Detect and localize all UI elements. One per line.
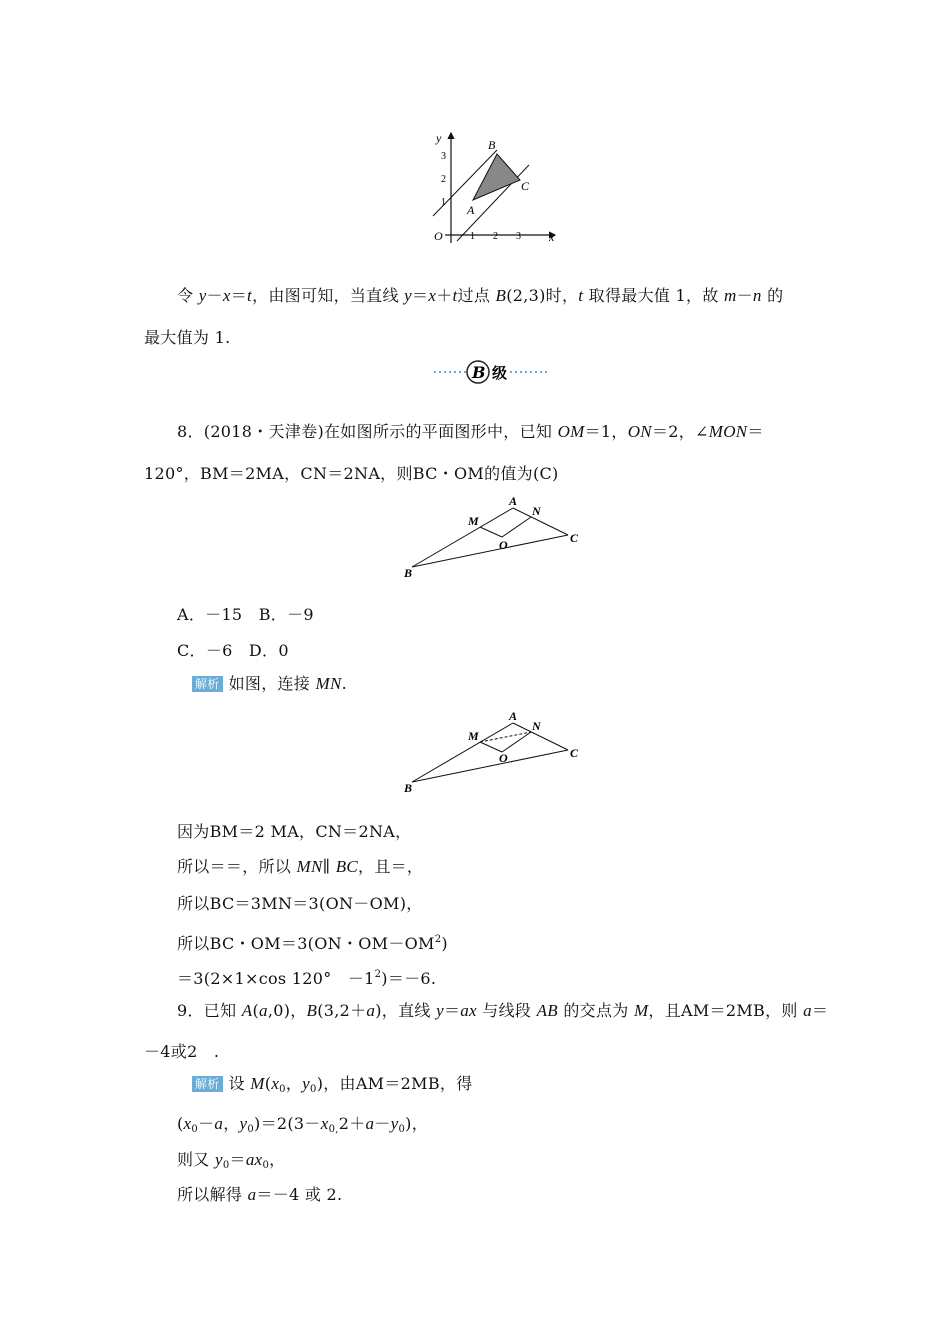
y-tick-2: 2 xyxy=(441,174,446,185)
q9-solution-3: 则又 $y_0=ax_0$， xyxy=(177,1150,286,1171)
q9-solution-4: 所以解得 a＝－4 或 2. xyxy=(177,1185,343,1204)
fig2-label-N: N xyxy=(532,504,541,518)
fig2-label-M: M xyxy=(468,514,479,528)
fig2-label-C: C xyxy=(570,531,579,545)
q9-solution-1: 解析 设 $M(x_0$，$y_0$)，由AM＝2MB，得 xyxy=(192,1074,473,1100)
level-letter: B xyxy=(472,363,486,382)
q8-line2: 120°，BM＝2MA，CN＝2NA，则BC・OM的值为(C) xyxy=(144,464,559,483)
fig3-label-A: A xyxy=(509,710,518,723)
fig2-label-O: O xyxy=(499,538,508,552)
point-A-label: A xyxy=(467,203,475,217)
p1-line2: 最大值为 1. xyxy=(144,328,231,347)
x-axis-label: x xyxy=(549,230,555,244)
parallelogram-figure-dashed xyxy=(400,710,590,795)
fig3-label-B: B xyxy=(404,781,413,795)
level-label: 级 xyxy=(492,364,508,382)
y-tick-1: 1 xyxy=(441,197,446,208)
solution-badge: 解析 xyxy=(192,1076,223,1092)
p1-line1: 令 y－x＝t，由图可知，当直线 y＝x＋t过点 B(2,3)时，t 取得最大值 1，故 m－n 的 xyxy=(177,286,784,305)
feasible-triangle xyxy=(473,154,520,200)
fig3-label-C: C xyxy=(570,746,579,760)
q8-solution-5: 所以BC・OM＝3(ON・$OM-OM^2$) xyxy=(177,934,448,953)
q8-solution-2: 因为BM＝2 MA，CN＝2NA， xyxy=(177,822,412,841)
x-tick-2: 2 xyxy=(493,231,498,242)
q8-solution-1: 解析 如图，连接 MN. xyxy=(192,674,347,694)
q8-line1: 8．(2018・天津卷)在如图所示的平面图形中，已知 OM＝1，ON＝2，∠MON＝ xyxy=(177,422,764,441)
point-C-label: C xyxy=(521,179,530,193)
x-tick-1: 1 xyxy=(470,231,475,242)
level-badge xyxy=(430,358,550,386)
q8-solution-4: 所以BC＝3MN＝3(ON－OM)， xyxy=(177,894,423,913)
q9-line1: 9．已知 A(a,0)，B(3,2＋a)，直线 y＝ax 与线段 AB 的交点为 M，且AM＝2MB，则 a＝ xyxy=(177,1001,829,1020)
q8-solution-3: 所以＝＝，所以 MN∥ BC，且＝， xyxy=(177,857,424,876)
fig3-label-M: M xyxy=(468,729,479,743)
y-axis-label: y xyxy=(436,131,442,145)
q8-options-2: C．－6 D．0 xyxy=(177,641,289,660)
fig3-label-O: O xyxy=(499,751,508,765)
fig3-label-N: N xyxy=(532,719,541,733)
solution-badge: 解析 xyxy=(192,676,223,692)
parallelogram-figure xyxy=(400,495,590,580)
origin-label: O xyxy=(434,229,443,243)
q8-options-1: A．－15 B．－9 xyxy=(177,605,314,624)
x-tick-3: 3 xyxy=(516,231,521,242)
q9-solution-2: ($x_0-a$，$y_0)=2(3-x_{0,}2+a-y_0)$， xyxy=(177,1114,428,1135)
coordinate-figure xyxy=(425,128,560,248)
y-tick-3: 3 xyxy=(441,151,446,162)
q9-line2: －4或2 . xyxy=(144,1042,220,1061)
point-B-label: B xyxy=(488,138,496,152)
fig2-label-B: B xyxy=(404,566,413,580)
q8-solution-6: ＝3(2×1×cos 120° $-1^2)=-6$. xyxy=(177,969,437,988)
fig2-label-A: A xyxy=(509,495,518,508)
